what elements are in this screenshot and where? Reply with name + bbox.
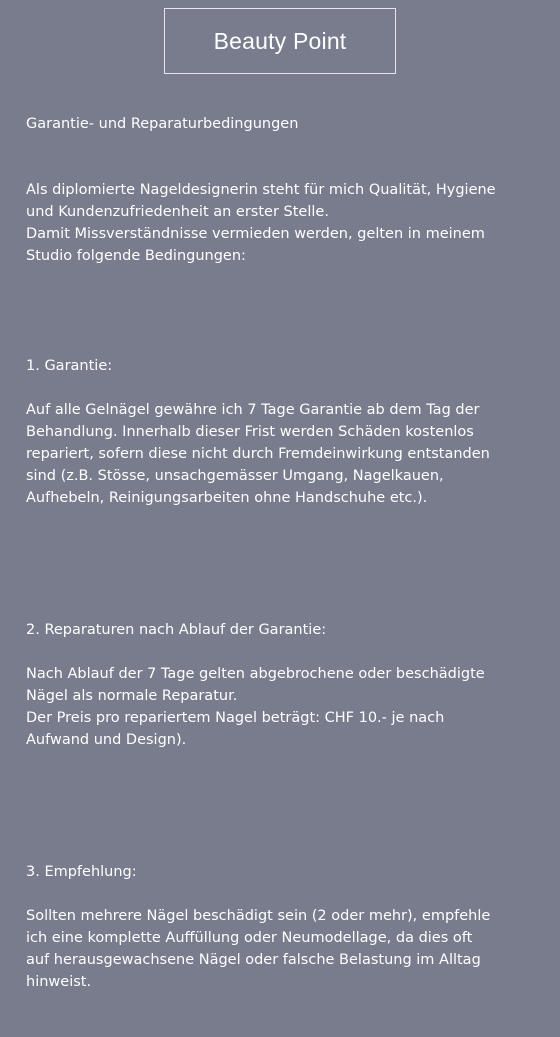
document-heading: Garantie- und Reparaturbedingungen — [26, 116, 299, 132]
section-recommendation — [26, 839, 546, 1015]
section-body: Sollten mehrere Nägel beschädigt sein (2 oder mehr), empfehle ich eine komplette Auffüllung oder Neumodellage, da dies oft auf herausgewachsene Nägel oder falsche Belastung im Alltag hinweist. — [26, 908, 491, 990]
section-body: Nach Ablauf der 7 Tage gelten abgebrochene oder beschädigte Nägel als normale Reparatur. Der Preis pro repariertem Nagel beträgt: CHF 10.- je nach Aufwand und Design). — [26, 666, 485, 748]
section-body: Auf alle Gelnägel gewähre ich 7 Tage Garantie ab dem Tag der Behandlung. Innerhalb dieser Frist werden Schäden kostenlos repariert, sofern diese nicht durch Fremdeinwirkung entstanden sind (z.B. Stösse, unsachgemässer Umgang, Nagelkauen, Aufhebeln, Reinigungsarbeiten ohne Handschuhe etc.). — [26, 402, 490, 506]
brand-title: Beauty Point — [213, 27, 347, 54]
section-title: 3. Empfehlung: — [26, 864, 137, 880]
section-repairs — [26, 597, 546, 773]
intro-paragraph: Als diplomierte Nageldesignerin steht für mich Qualität, Hygiene und Kundenzufriedenheit an erster Stelle. Damit Missverständnisse vermieden werden, gelten in meinem Studio folgende Bedingungen: — [26, 182, 496, 264]
terms-document — [26, 91, 546, 1037]
section-title: 2. Reparaturen nach Ablauf der Garantie: — [26, 622, 327, 638]
brand-box — [164, 8, 396, 74]
section-title: 1. Garantie: — [26, 358, 113, 374]
section-guarantee — [26, 333, 546, 531]
